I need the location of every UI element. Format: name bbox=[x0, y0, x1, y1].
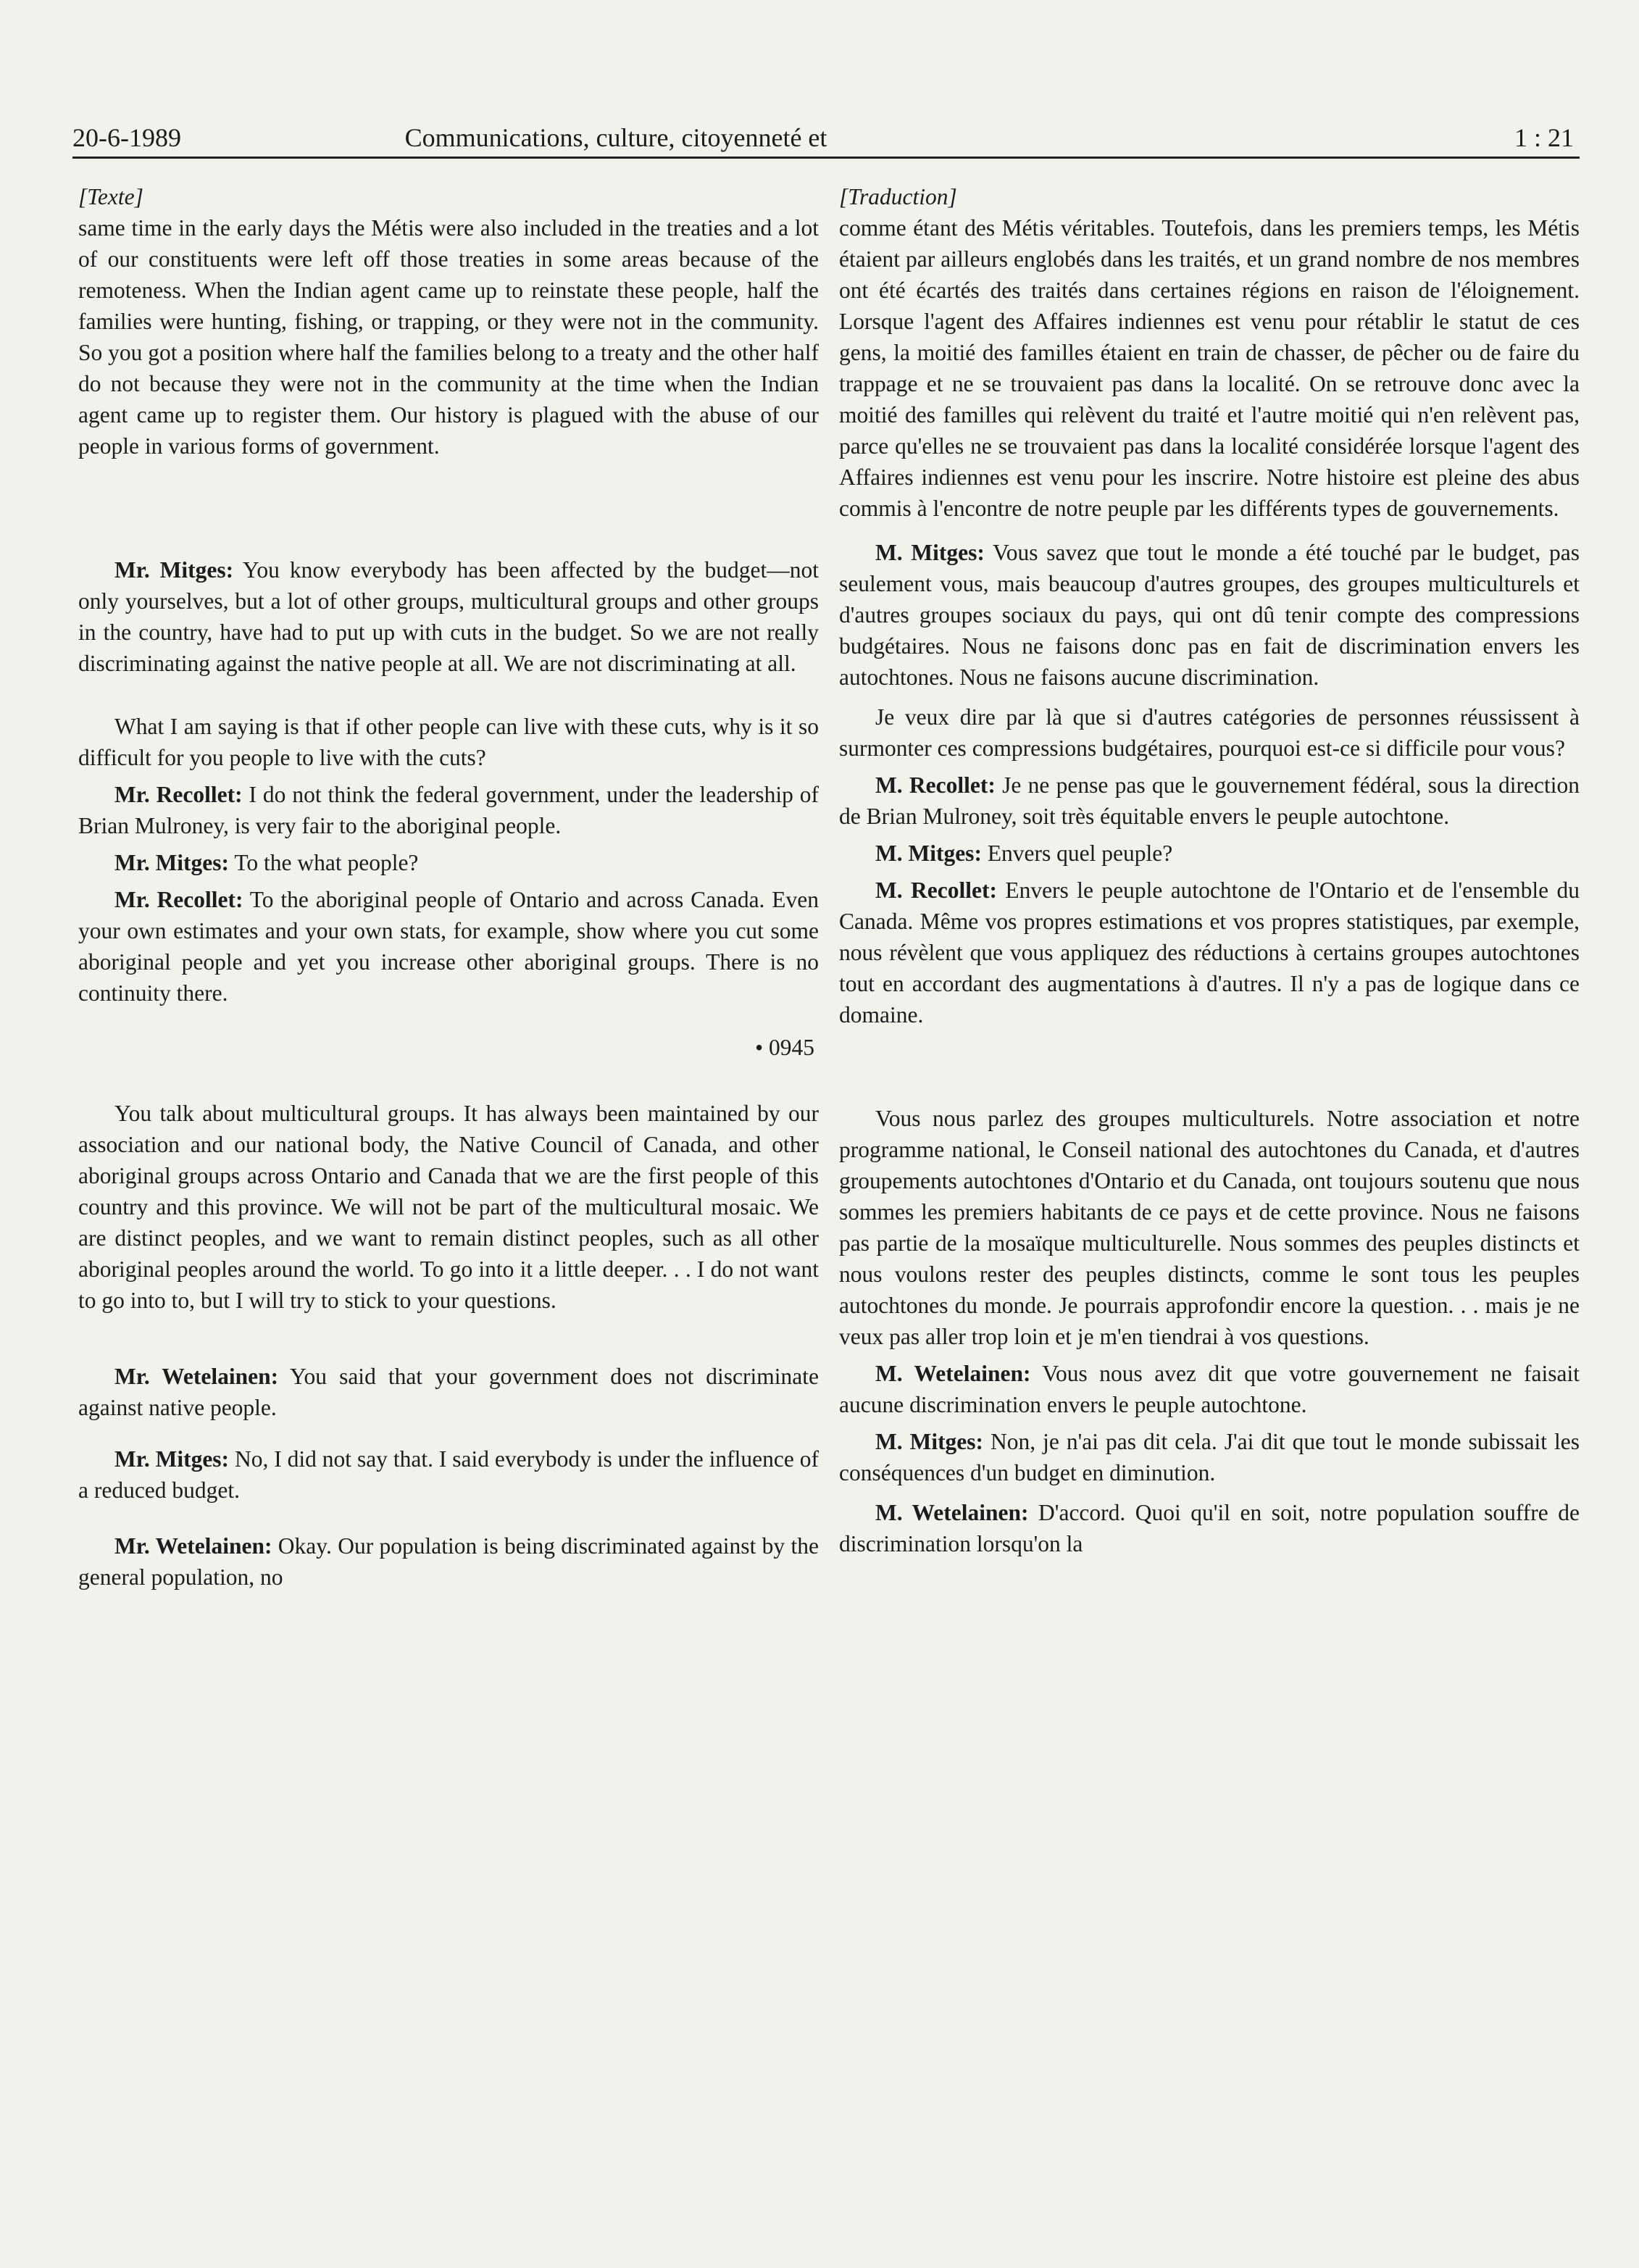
french-column bbox=[839, 181, 1580, 1559]
speaker-name: Mr. Recollet: bbox=[114, 782, 243, 807]
paragraph: Vous nous parlez des groupes multiculturels. Notre association et notre programme national, le Conseil national des autochtones du Canada, et d'autres groupements autochtones d'Ontario et du Canada, ont toujours soutenu que nous sommes les premiers habitants de ce pays et de cette province. Nous ne faisons pas partie de la mosaïque multiculturelle. Nous sommes des peuples distincts et nous voulons rester des peuples distincts, comme le sont tous les peuples autochtones du monde. Je pourrais approfondir encore la question. . . mais je ne veux pas aller trop loin et je m'en tiendrai à vos questions. bbox=[839, 1106, 1580, 1349]
header-date: 20-6-1989 bbox=[72, 123, 181, 152]
speaker-name: M. Wetelainen: bbox=[875, 1361, 1031, 1386]
text-tag: [Texte] bbox=[78, 184, 143, 209]
speaker-name: Mr. Wetelainen: bbox=[114, 1533, 272, 1559]
speech-text: Non, je n'ai pas dit cela. J'ai dit que tout le monde subissait les conséquences d'un budget en diminution. bbox=[839, 1429, 1580, 1485]
header-page-number: 1 : 21 bbox=[1514, 123, 1574, 152]
speaker-paragraph bbox=[78, 1443, 819, 1506]
speech-text: Je ne pense pas que le gouvernement fédéral, sous la direction de Brian Mulroney, soit très équitable envers le peuple autochtone. bbox=[839, 772, 1580, 829]
speaker-paragraph bbox=[839, 838, 1580, 869]
speech-text: D'accord. Quoi qu'il en soit, notre population souffre de discrimination lorsqu'on la bbox=[839, 1500, 1580, 1556]
paragraph: You talk about multicultural groups. It has always been maintained by our association and our national body, the Native Council of Canada, and other aboriginal groups across Ontario and Canada that we are the first people of this country and this province. We will not be part of the multicultural mosaic. We are distinct peoples, and we want to remain distinct peoples, such as all other aboriginal peoples around the world. To go into it a little deeper. . . I do not want to go into to, but I will try to stick to your questions. bbox=[78, 1101, 819, 1313]
header-title: Communications, culture, citoyenneté et bbox=[404, 123, 827, 152]
speaker-name: Mr. Mitges: bbox=[114, 1446, 230, 1472]
speaker-name: Mr. Mitges: bbox=[114, 850, 230, 875]
speaker-name: M. Mitges: bbox=[875, 841, 982, 866]
speaker-paragraph bbox=[839, 1426, 1580, 1488]
speaker-name: Mr. Wetelainen: bbox=[114, 1364, 279, 1389]
speaker-paragraph bbox=[839, 875, 1580, 1030]
translation-tag: [Traduction] bbox=[839, 184, 957, 209]
speech-text: To the what people? bbox=[229, 850, 419, 875]
speech-text: You know everybody has been affected by the budget—not only yourselves, but a lot of other groups, multicultural groups and other groups in the country, have had to put up with cuts in the budget. So we are not really discriminating against the native people at all. We are not discriminating at all. bbox=[78, 557, 819, 676]
speaker-paragraph bbox=[839, 770, 1580, 832]
speech-text: No, I did not say that. I said everybody is under the influence of a reduced budget. bbox=[78, 1446, 819, 1503]
paragraph: comme étant des Métis véritables. Toutefois, dans les premiers temps, les Métis étaient par ailleurs englobés dans les traités, et un grand nombre de nos membres ont été écartés des traités dans certaines régions en raison de l'éloignement. Lorsque l'agent des Affaires indiennes est venu pour rétablir le statut de ces gens, la moitié des familles étaient en train de chasser, de pêcher ou de faire du trappage et ne se trouvaient pas dans la localité. On se retrouve donc avec la moitié des familles qui relèvent du traité et l'autre moitié qui n'en relèvent pas, parce qu'elles ne se trouvaient pas dans la localité considérée lorsque l'agent des Affaires indiennes est venu pour les inscrire. Notre histoire est pleine des abus commis à l'encontre de notre peuple par les différents types de gouvernements. bbox=[839, 215, 1580, 521]
speech-text: Envers le peuple autochtone de l'Ontario et de l'ensemble du Canada. Même vos propres estimations et vos propres statistiques, par exemple, nous révèlent que vous appliquez des réductions à certains groupes autochtones tout en accordant des augmentations à d'autres. Il n'y a pas de logique dans ce domaine. bbox=[839, 877, 1580, 1027]
speech-text: To the aboriginal people of Ontario and across Canada. Even your own estimates and your own stats, for example, show where you cut some aboriginal people and yet you increase other aboriginal groups. There is no continuity there. bbox=[78, 887, 819, 1006]
speech-text: Envers quel peuple? bbox=[981, 841, 1173, 866]
speaker-paragraph bbox=[78, 847, 819, 878]
paragraph: What I am saying is that if other people can live with these cuts, why is it so difficult for you people to live with the cuts? bbox=[78, 714, 819, 770]
speaker-name: M. Mitges: bbox=[875, 540, 985, 565]
english-column bbox=[78, 181, 819, 1593]
speaker-name: Mr. Recollet: bbox=[114, 887, 243, 912]
speaker-name: M. Recollet: bbox=[875, 877, 997, 903]
page-header bbox=[72, 122, 1580, 159]
speech-text: Vous savez que tout le monde a été touché par le budget, pas seulement vous, mais beaucoup d'autres groupes, des groupes multiculturels et d'autres groupes sociaux du pays, qui ont dû tenir compte des compressions budgétaires. Nous ne faisons donc pas en fait de discrimination envers les autochtones. Nous ne faisons aucune discrimination. bbox=[839, 540, 1580, 690]
speaker-paragraph bbox=[78, 884, 819, 1009]
speaker-paragraph bbox=[839, 537, 1580, 693]
speech-text: Okay. Our population is being discriminated against by the general population, no bbox=[78, 1533, 819, 1590]
speaker-name: M. Wetelainen: bbox=[875, 1500, 1029, 1525]
speech-text: Vous nous avez dit que votre gouvernement ne faisait aucune discrimination envers le peuple autochtone. bbox=[839, 1361, 1580, 1417]
speaker-paragraph bbox=[78, 779, 819, 841]
speaker-name: Mr. Mitges: bbox=[114, 557, 234, 583]
speaker-paragraph bbox=[839, 1497, 1580, 1559]
speech-text: You said that your government does not discriminate against native people. bbox=[78, 1364, 819, 1420]
speaker-paragraph bbox=[78, 1361, 819, 1423]
timestamp: • 0945 bbox=[755, 1035, 814, 1060]
speaker-paragraph bbox=[78, 1530, 819, 1593]
paragraph: same time in the early days the Métis were also included in the treaties and a lot of our constituents were left off those treaties in some areas because of the remoteness. When the Indian agent came up to reinstate these people, half the families were hunting, fishing, or trapping, or they were not in the community. So you got a position where half the families belong to a treaty and the other half do not because they were not in the community at the time when the Indian agent came up to register them. Our history is plagued with the abuse of our people in various forms of government. bbox=[78, 215, 819, 459]
speaker-name: M. Recollet: bbox=[875, 772, 996, 798]
speaker-paragraph bbox=[839, 1358, 1580, 1420]
speech-text: I do not think the federal government, under the leadership of Brian Mulroney, is very fair to the aboriginal people. bbox=[78, 782, 819, 838]
paragraph: Je veux dire par là que si d'autres catégories de personnes réussissent à surmonter ces compressions budgétaires, pourquoi est-ce si difficile pour vous? bbox=[839, 704, 1580, 761]
speaker-name: M. Mitges: bbox=[875, 1429, 984, 1454]
speaker-paragraph bbox=[78, 554, 819, 679]
